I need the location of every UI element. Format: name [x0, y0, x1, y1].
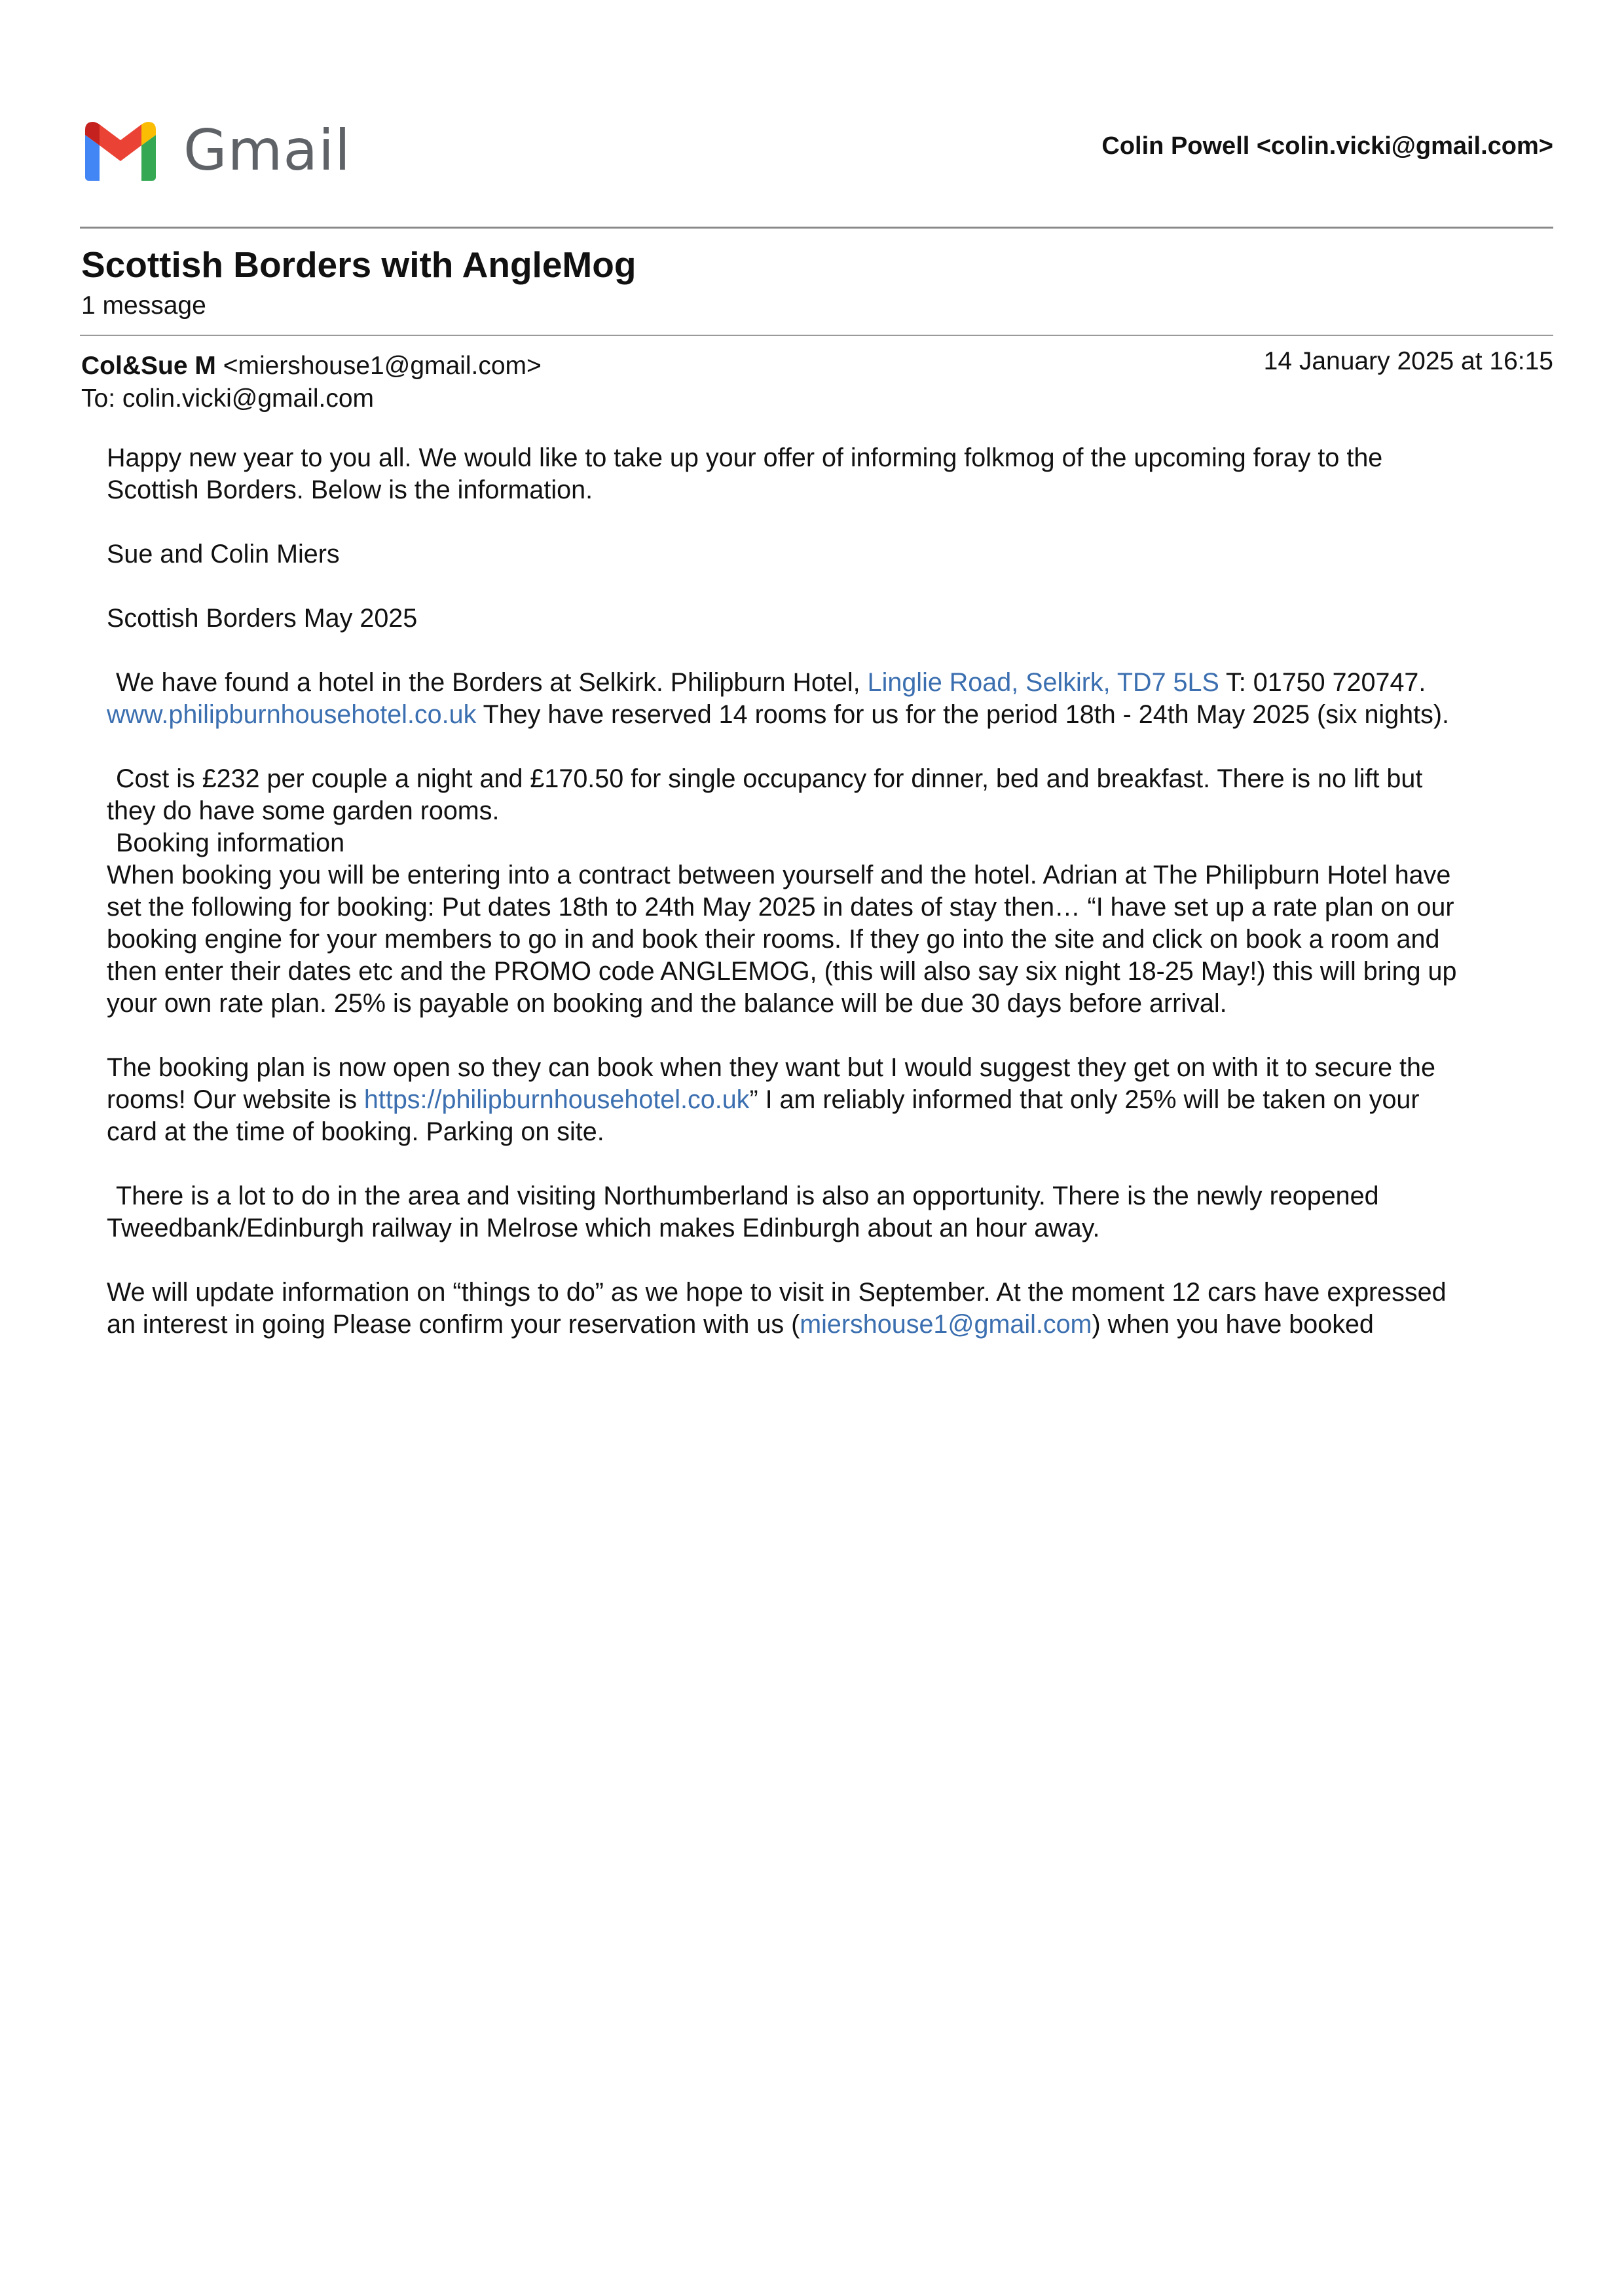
sender-name: Col&Sue M — [81, 352, 216, 380]
recipient-line: To: colin.vicki@gmail.com — [81, 384, 375, 413]
body-line: Scottish Borders May 2025 — [107, 604, 418, 633]
body-line — [107, 667, 1551, 699]
body-text: T: 01750 720747. — [1219, 668, 1426, 697]
body-line: your own rate plan. 25% is payable on booking and the balance will be due 30 days before arrival. — [107, 989, 1227, 1018]
divider — [80, 227, 1553, 229]
body-text: an interest in going Please confirm your reservation with us ( — [107, 1310, 800, 1339]
body-line: set the following for booking: Put dates 18th to 24th May 2025 in dates of stay then… “I have set up a rate plan on our — [107, 893, 1454, 922]
header — [80, 111, 1553, 190]
body-line: card at the time of booking. Parking on site. — [107, 1117, 604, 1146]
body-line: Happy new year to you all. We would like to take up your offer of informing folkmog of the upcoming foray to the — [107, 443, 1383, 472]
body-line: they do have some garden rooms. — [107, 796, 500, 825]
website-link[interactable]: www.philipburnhousehotel.co.uk — [107, 700, 477, 729]
body-line: Cost is £232 per couple a night and £170.50 for single occupancy for dinner, bed and breakfast. There is no lift but — [116, 764, 1423, 793]
body-line — [107, 1084, 1551, 1116]
gmail-m-icon — [80, 119, 161, 182]
body-line — [107, 1309, 1551, 1341]
address-link[interactable]: Linglie Road, Selkirk, TD7 5LS — [867, 668, 1219, 697]
account-label: Colin Powell <colin.vicki@gmail.com> — [1101, 132, 1553, 160]
body-line: Sue and Colin Miers — [107, 540, 340, 569]
website-link[interactable]: https://philipburnhousehotel.co.uk — [363, 1085, 750, 1114]
body-line: Booking information — [116, 829, 345, 857]
body-line: When booking you will be entering into a contract between yourself and the hotel. Adrian at The Philipburn Hotel have — [107, 861, 1451, 889]
body-line: booking engine for your members to go in and book their rooms. If they go into the site and click on book a room and — [107, 925, 1440, 954]
body-text: They have reserved 14 rooms for us for the period 18th - 24th May 2025 (six nights). — [476, 700, 1449, 729]
body-text: We have found a hotel in the Borders at Selkirk. Philipburn Hotel, — [116, 668, 868, 697]
message-date: 14 January 2025 at 16:15 — [1263, 347, 1553, 375]
body-line: Scottish Borders. Below is the information. — [107, 476, 593, 504]
gmail-logo — [80, 111, 351, 190]
email-link[interactable]: miershouse1@gmail.com — [800, 1310, 1092, 1339]
body-text: ) when you have booked — [1092, 1310, 1374, 1339]
divider — [80, 335, 1553, 336]
body-line: Tweedbank/Edinburgh railway in Melrose which makes Edinburgh about an hour away. — [107, 1214, 1100, 1242]
body-text: rooms! Our website is — [107, 1085, 364, 1114]
body-line: There is a lot to do in the area and visiting Northumberland is also an opportunity. There is the newly reopened — [116, 1182, 1379, 1210]
body-text: ” I am reliably informed that only 25% will be taken on your — [749, 1085, 1420, 1114]
body-line: The booking plan is now open so they can book when they want but I would suggest they get on with it to secure the — [107, 1053, 1435, 1082]
message-count: 1 message — [81, 291, 206, 320]
body-line: then enter their dates etc and the PROMO code ANGLEMOG, (this will also say six night 18-25 May!) this will bring up — [107, 957, 1457, 986]
body-line — [107, 699, 1551, 731]
sender-email: <miershouse1@gmail.com> — [223, 352, 542, 380]
message-body — [107, 442, 1551, 1341]
body-line: We will update information on “things to do” as we hope to visit in September. At the moment 12 cars have expressed — [107, 1278, 1447, 1307]
sender-line — [81, 352, 542, 381]
gmail-wordmark: Gmail — [183, 118, 351, 183]
email-subject: Scottish Borders with AngleMog — [81, 244, 637, 285]
